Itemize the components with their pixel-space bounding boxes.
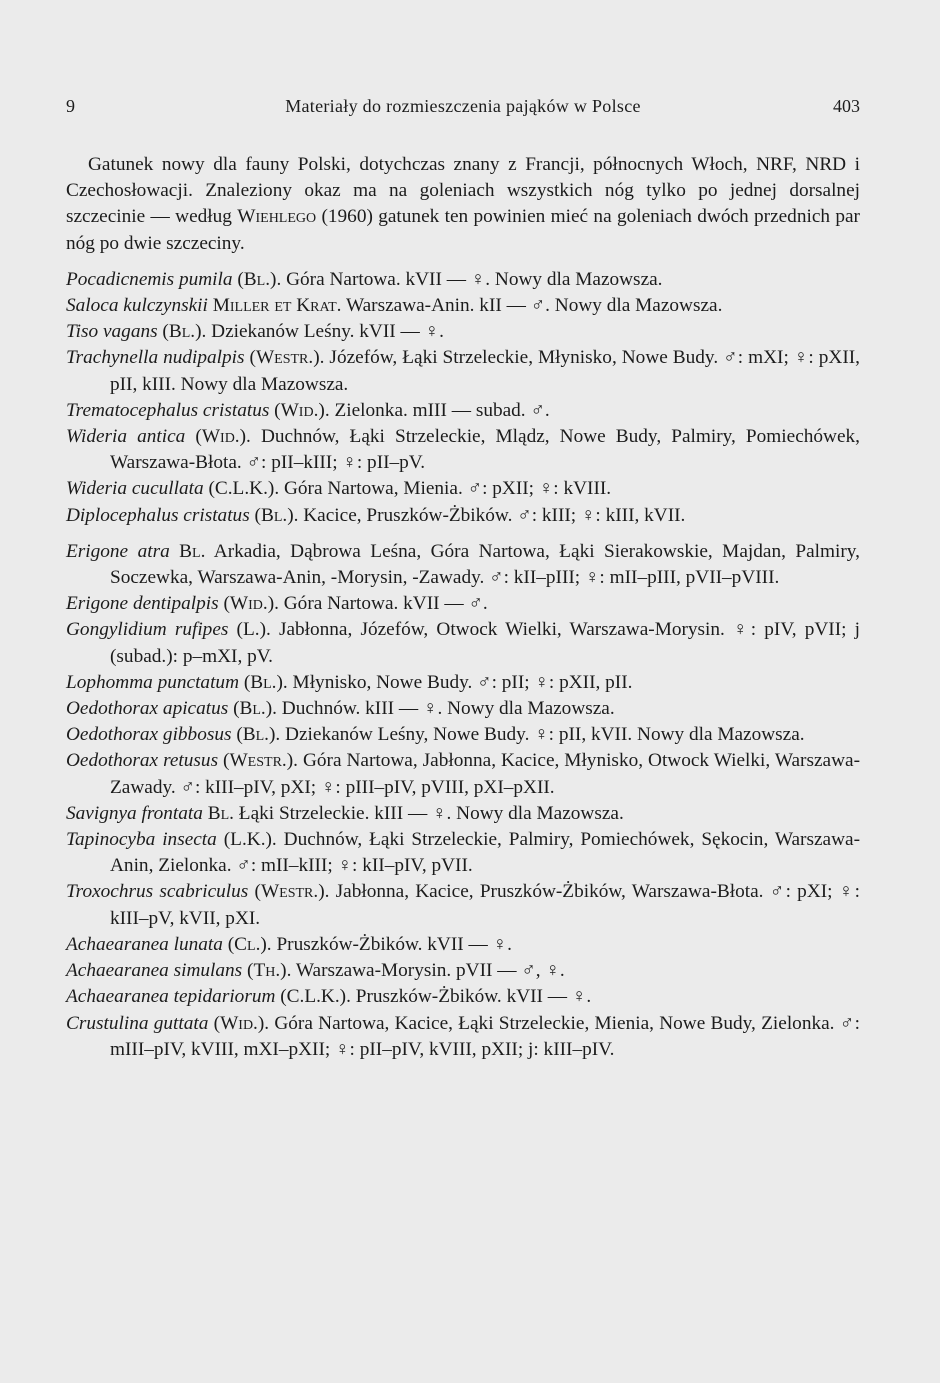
entry-pre: ( bbox=[185, 426, 202, 448]
entry-pre: ( bbox=[216, 829, 231, 851]
entry-details: ). Góra Nartowa, Jabłonna, Kacice, Młynisko, Otwock Wielki, Warszawa-Zawady. ♂: kIII–pIV, pXI; ♀: pIII–pIV, pVIII, pXI–pXII. bbox=[110, 750, 860, 798]
species-author: Bl. bbox=[168, 321, 196, 343]
species-name: Savignya frontata bbox=[66, 802, 203, 824]
body-text bbox=[66, 152, 860, 1063]
species-name: Wideria antica bbox=[66, 426, 186, 448]
intro-author: Wiehlego bbox=[237, 206, 317, 228]
species-name: Pocadicnemis pumila bbox=[66, 268, 233, 290]
entry-details: ). Duchnów. kIII — ♀. Nowy dla Mazowsza. bbox=[265, 698, 615, 720]
entry-details: ). Młynisko, Nowe Budy. ♂: pII; ♀: pXII, pII. bbox=[276, 671, 633, 693]
species-name: Trematocephalus cristatus bbox=[66, 399, 270, 421]
entry-details: ). Dziekanów Leśny, Nowe Budy. ♀: pII, kVII. Nowy dla Mazowsza. bbox=[268, 724, 805, 746]
species-name: Erigone dentipalpis bbox=[66, 593, 219, 615]
entry-details: ). Kacice, Pruszków-Żbików. ♂: kIII; ♀: kIII, kVII. bbox=[287, 504, 686, 526]
entry-details: ). Góra Nartowa. kVII — ♂. bbox=[267, 593, 488, 615]
intro-text: Gatunek nowy dla fauny Polski, dotychczas znany z Francji, północnych Włoch, NRF, NRD i Czechosłowacji. Znaleziony okaz ma na goleniach wszystkich nóg tylko po jednej dorsalnej szczecinie — według bbox=[66, 154, 860, 228]
entry-pre: ( bbox=[249, 504, 261, 526]
species-entry bbox=[66, 293, 860, 319]
species-entry bbox=[66, 503, 860, 529]
entry-pre: ( bbox=[231, 724, 243, 746]
running-header bbox=[66, 96, 860, 124]
species-entry bbox=[66, 319, 860, 345]
header-title: Materiały do rozmieszczenia pająków w Polsce bbox=[285, 96, 641, 116]
species-list bbox=[66, 267, 860, 1063]
entry-pre bbox=[170, 541, 179, 562]
species-name: Crustulina guttata bbox=[66, 1012, 209, 1034]
entry-pre: ( bbox=[269, 399, 281, 421]
entry-pre: ( bbox=[157, 321, 169, 343]
species-name: Oedothorax apicatus bbox=[66, 698, 229, 720]
entry-details: ). Pruszków-Żbików. kVII — ♀. bbox=[339, 986, 592, 1008]
species-author: Bl. bbox=[260, 504, 288, 526]
species-author: Wid. bbox=[280, 399, 319, 421]
species-name: Achaearanea simulans bbox=[66, 960, 243, 982]
species-author: Bl. bbox=[179, 540, 206, 562]
entry-details: ). Jabłonna, Kacice, Pruszków-Żbików, Warszawa-Błota. ♂: pXI; ♀: kIII–pV, kVII, pXI. bbox=[110, 881, 860, 929]
entry-details: ). Jabłonna, Józefów, Otwock Wielki, Warszawa-Morysin. ♀: pIV, pVII; j (subad.): p–mXI, pV. bbox=[110, 619, 860, 667]
species-entry bbox=[66, 748, 860, 800]
species-entry bbox=[66, 801, 860, 827]
species-entry bbox=[66, 424, 860, 476]
entry-details: ). Góra Nartowa, Kacice, Łąki Strzeleckie, Mienia, Nowe Budy, Zielonka. ♂: mIII–pIV, kVIII, mXI–pXII; ♀: pII–pIV, kVIII, pXII; j: kIII–pIV. bbox=[110, 1012, 860, 1060]
species-author: L. bbox=[242, 619, 260, 641]
species-entry bbox=[66, 958, 860, 984]
species-name: Oedothorax retusus bbox=[66, 750, 219, 772]
entry-pre: ( bbox=[248, 881, 261, 903]
species-name: Erigone atra bbox=[66, 540, 170, 562]
species-name: Trachynella nudipalpis bbox=[66, 347, 245, 369]
species-author: Wid. bbox=[201, 426, 240, 448]
species-author: Wid. bbox=[229, 593, 268, 615]
entry-pre: ( bbox=[228, 619, 243, 641]
species-entry bbox=[66, 267, 860, 293]
species-author: Westr. bbox=[255, 347, 314, 369]
species-author: L.K. bbox=[230, 829, 266, 851]
intro-paragraph bbox=[66, 152, 860, 257]
species-author: Bl. bbox=[250, 671, 277, 693]
entry-details: ). Józefów, Łąki Strzeleckie, Młynisko, Nowe Budy. ♂: mXI; ♀: pXII, pII, kIII. Nowy dla Mazowsza. bbox=[110, 347, 860, 395]
entry-pre: ( bbox=[275, 986, 287, 1008]
entry-pre: ( bbox=[203, 478, 215, 500]
entry-details: ). Dziekanów Leśny. kVII — ♀. bbox=[195, 321, 444, 343]
species-entry bbox=[66, 932, 860, 958]
species-author: Wid. bbox=[220, 1012, 258, 1034]
entry-pre: ( bbox=[222, 933, 235, 955]
entry-details: Arkadia, Dąbrowa Leśna, Góra Nartowa, Łąki Sierakowskie, Majdan, Palmiry, Soczewka, Warszawa-Anin, -Morysin, -Zawady. ♂: kII–pIII; ♀: mII–pIII, pVII–pVIII. bbox=[110, 540, 860, 589]
species-entry bbox=[66, 398, 860, 424]
species-name: Tiso vagans bbox=[66, 321, 158, 343]
species-name: Troxochrus scabriculus bbox=[66, 881, 249, 903]
species-entry bbox=[66, 539, 860, 591]
species-author: Cl. bbox=[234, 933, 261, 955]
species-entry bbox=[66, 617, 860, 669]
entry-details: ). Zielonka. mIII — subad. ♂. bbox=[318, 399, 550, 421]
species-name: Oedothorax gibbosus bbox=[66, 724, 232, 746]
species-author: Bl. bbox=[239, 698, 266, 720]
species-entry bbox=[66, 591, 860, 617]
species-name: Achaearanea tepidariorum bbox=[66, 986, 276, 1008]
entry-details: ). Góra Nartowa, Mienia. ♂: pXII; ♀: kVIII. bbox=[267, 478, 612, 500]
entry-details: ). Duchnów, Łąki Strzeleckie, Palmiry, Pomiechówek, Sękocin, Warszawa-Anin, Zielonka. ♂: mII–kIII; ♀: kII–pIV, pVII. bbox=[110, 829, 860, 877]
entry-pre: ( bbox=[239, 671, 251, 693]
entry-details: ). Pruszków-Żbików. kVII — ♀. bbox=[260, 933, 512, 955]
species-name: Tapinocyba insecta bbox=[66, 829, 217, 851]
entry-details: Łąki Strzeleckie. kIII — ♀. Nowy dla Mazowsza. bbox=[233, 802, 624, 824]
species-name: Achaearanea lunata bbox=[66, 933, 223, 955]
species-author: C.L.K. bbox=[286, 986, 340, 1008]
intro-text-end: (1960) gatunek ten powinien mieć na goleniach dwóch przednich par nóg po dwie szczeciny. bbox=[66, 206, 860, 254]
species-author: Th. bbox=[253, 960, 281, 982]
entry-details: ). Warszawa-Morysin. pVII — ♂, ♀. bbox=[280, 960, 565, 982]
species-author: C.L.K. bbox=[214, 478, 268, 500]
entry-pre: ( bbox=[242, 960, 254, 982]
species-entry bbox=[66, 345, 860, 397]
entry-details: Warszawa-Anin. kII — ♂. Nowy dla Mazowsza. bbox=[341, 295, 723, 317]
species-entry bbox=[66, 722, 860, 748]
species-entry bbox=[66, 476, 860, 502]
species-author: Westr. bbox=[229, 750, 287, 772]
species-author: Miller et Krat. bbox=[212, 295, 342, 317]
entry-pre: ( bbox=[208, 1012, 221, 1034]
species-name: Wideria cucullata bbox=[66, 478, 204, 500]
entry-details: ). Góra Nartowa. kVII — ♀. Nowy dla Mazowsza. bbox=[270, 268, 663, 290]
species-name: Lophomma punctatum bbox=[66, 671, 239, 693]
header-number: 9 bbox=[66, 96, 75, 116]
entry-pre: ( bbox=[228, 698, 240, 720]
species-entry bbox=[66, 696, 860, 722]
species-name: Gongylidium rufipes bbox=[66, 619, 229, 641]
species-author: Bl. bbox=[243, 268, 271, 290]
species-entry bbox=[66, 879, 860, 931]
entry-pre: ( bbox=[232, 268, 244, 290]
species-author: Bl. bbox=[207, 802, 234, 824]
entry-pre: ( bbox=[218, 593, 230, 615]
entry-details: ). Duchnów, Łąki Strzeleckie, Mlądz, Nowe Budy, Palmiry, Pomiechówek, Warszawa-Błota. ♂: pII–kIII; ♀: pII–pV. bbox=[110, 426, 860, 474]
species-author: Bl. bbox=[242, 724, 269, 746]
entry-pre: ( bbox=[244, 347, 256, 369]
species-entry bbox=[66, 984, 860, 1010]
species-entry bbox=[66, 670, 860, 696]
species-author: Westr. bbox=[260, 881, 319, 903]
species-name: Saloca kulczynskii bbox=[66, 295, 208, 317]
species-name: Diplocephalus cristatus bbox=[66, 504, 250, 526]
page-number: 403 bbox=[833, 96, 860, 116]
species-entry bbox=[66, 1011, 860, 1063]
species-entry bbox=[66, 827, 860, 879]
entry-pre: ( bbox=[218, 750, 230, 772]
